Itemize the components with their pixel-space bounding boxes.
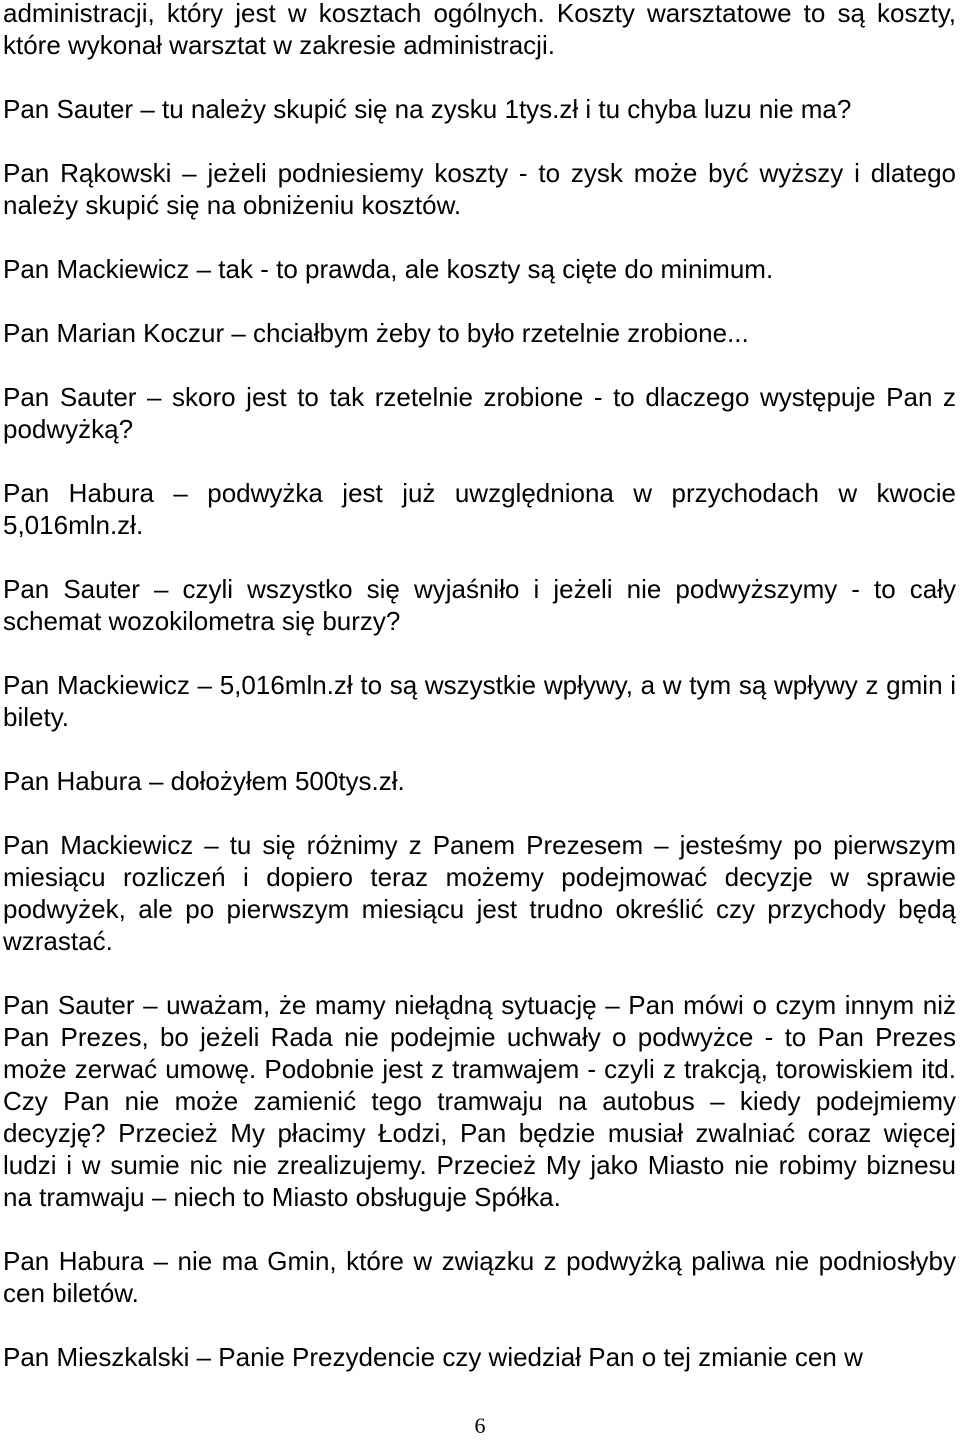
paragraph-sauter-situation: Pan Sauter – uważam, że mamy niełądną sytuację – Pan mówi o czym innym niż Pan Prezes, bo jeżeli Rada nie podejmie uchwały o podwyżce - to Pan Prezes może zerwać umowę. Podobnie jest z tramwajem - czyli z trakcją, torowiskiem itd. Czy Pan nie może zamienić tego tramwaju na autobus – kiedy podejmiemy decyzję? Przecież My płacimy Łodzi, Pan będzie musiał zwalniać coraz więcej ludzi i w sumie nic nie zrealizujemy. Przecież My jako Miasto nie robimy biznesu na tramwaju – niech to Miasto obsługuje Spółka. — [3, 990, 956, 1212]
paragraph-koczur-reliable: Pan Marian Koczur – chciałbym żeby to było rzetelnie zrobione... — [3, 318, 749, 348]
paragraph-administration-costs: administracji, który jest w kosztach ogólnych. Koszty warsztatowe to są koszty, które wykonał warsztat w zakresie administracji. — [3, 0, 956, 60]
paragraph-sauter-raise-question: Pan Sauter – skoro jest to tak rzetelnie zrobione - to dlaczego występuje Pan z podwyżką? — [3, 382, 956, 444]
paragraph-mackiewicz-minimum: Pan Mackiewicz – tak - to prawda, ale koszty są cięte do minimum. — [3, 254, 774, 284]
paragraph-habura-added: Pan Habura – dołożyłem 500tys.zł. — [3, 766, 405, 796]
paragraph-mackiewicz-income: Pan Mackiewicz – 5,016mln.zł to są wszystkie wpływy, a w tym są wpływy z gmin i bilety. — [3, 670, 956, 732]
paragraph-habura-gminy: Pan Habura – nie ma Gmin, które w związku z podwyżką paliwa nie podniosłyby cen biletów. — [3, 1246, 956, 1308]
paragraph-mieszkalski-question: Pan Mieszkalski – Panie Prezydencie czy wiedział Pan o tej zmianie cen w — [3, 1342, 863, 1372]
paragraph-sauter-schema: Pan Sauter – czyli wszystko się wyjaśniło i jeżeli nie podwyższymy - to cały schemat wozokilometra się burzy? — [3, 574, 956, 636]
page-number: 6 — [474, 1413, 486, 1438]
paragraph-rakowski-costs: Pan Rąkowski – jeżeli podniesiemy koszty - to zysk może być wyższy i dlatego należy skupić się na obniżeniu kosztów. — [3, 158, 956, 220]
paragraph-habura-revenue: Pan Habura – podwyżka jest już uwzględniona w przychodach w kwocie 5,016mln.zł. — [3, 478, 956, 540]
paragraph-mackiewicz-difference: Pan Mackiewicz – tu się różnimy z Panem Prezesem – jesteśmy po pierwszym miesiącu rozliczeń i dopiero teraz możemy podejmować decyzje w sprawie podwyżek, ale po pierwszym miesiącu jest trudno określić czy przychody będą wzrastać. — [3, 830, 956, 956]
paragraph-sauter-profit: Pan Sauter – tu należy skupić się na zysku 1tys.zł i tu chyba luzu nie ma? — [3, 94, 852, 124]
